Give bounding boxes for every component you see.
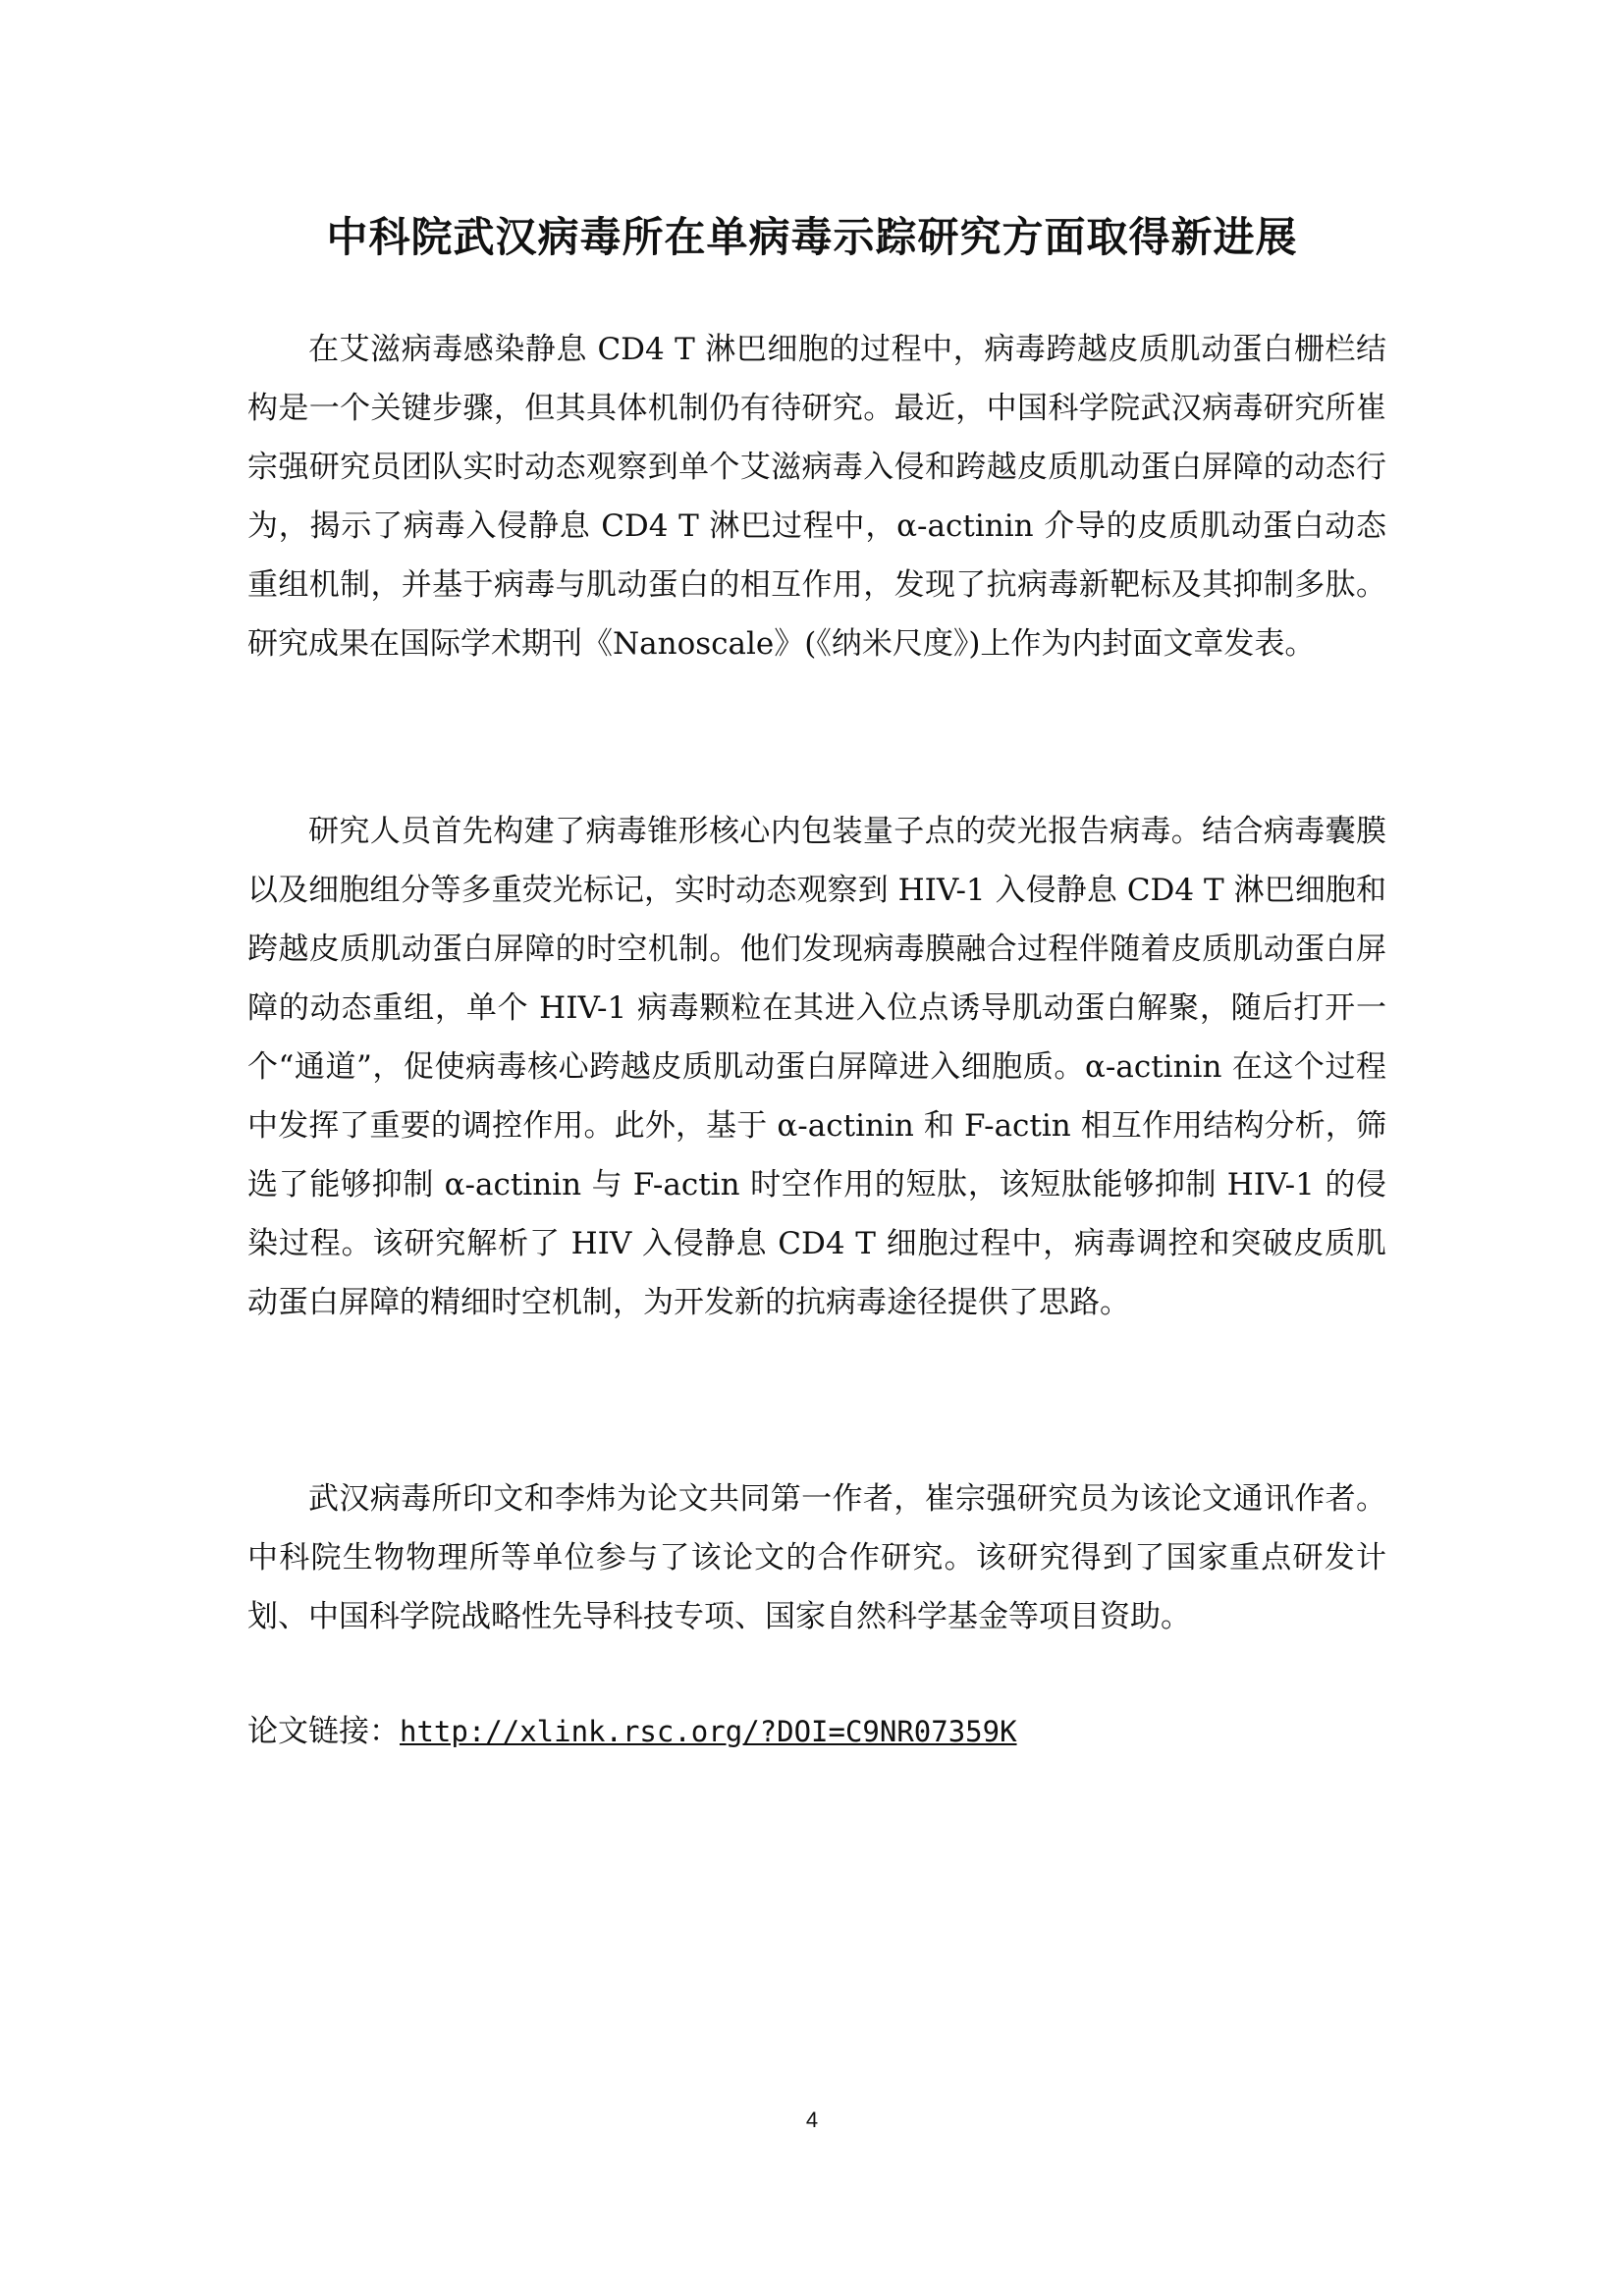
page-title: 中科院武汉病毒所在单病毒示踪研究方面取得新进展 — [326, 213, 1298, 261]
paper-link-label: 论文链接： — [247, 1714, 400, 1749]
paragraph-research-method: 研究人员首先构建了病毒锥形核心内包装量子点的荧光报告病毒。结合病毒囊膜以及细胞组分等多重荧光标记，实时动态观察到 HIV-1 入侵静息 CD4 T 淋巴细胞和跨越皮质肌动蛋白屏障的时空机制。他们发现病毒膜融合过程伴随着皮质肌动蛋白屏障的动态重组，单个 HIV-1 病毒颗粒在其进入位点诱导肌动蛋白解聚，随后打开一个“通道”，促使病毒核心跨越皮质肌动蛋白屏障进入细胞质。α-actinin 在这个过程中发挥了重要的调控作用。此外，基于 α-actinin 和 F-actin 相互作用结构分析，筛选了能够抑制 α-actinin 与 F-actin 时空作用的短肽，该短肽能够抑制 HIV-1 的侵染过程。该研究解析了 HIV 入侵静息 CD4 T 细胞过程中，病毒调控和突破皮质肌动蛋白屏障的精细时空机制，为开发新的抗病毒途径提供了思路。 — [247, 814, 1386, 1320]
paragraph-authors-funding: 武汉病毒所印文和李炜为论文共同第一作者，崔宗强研究员为该论文通讯作者。中科院生物物理所等单位参与了该论文的合作研究。该研究得到了国家重点研发计划、中国科学院战略性先导科技专项、国家自然科学基金等项目资助。 — [247, 1481, 1386, 1634]
paper-link[interactable]: http://xlink.rsc.org/?DOI=C9NR07359K — [400, 1715, 1017, 1748]
paragraph-intro: 在艾滋病毒感染静息 CD4 T 淋巴细胞的过程中，病毒跨越皮质肌动蛋白栅栏结构是一个关键步骤，但其具体机制仍有待研究。最近，中国科学院武汉病毒研究所崔宗强研究员团队实时动态观察到单个艾滋病毒入侵和跨越皮质肌动蛋白屏障的动态行为，揭示了病毒入侵静息 CD4 T 淋巴过程中，α-actinin 介导的皮质肌动蛋白动态重组机制，并基于病毒与肌动蛋白的相互作用，发现了抗病毒新靶标及其抑制多肽。研究成果在国际学术期刊《Nanoscale》(《纳米尺度》)上作为内封面文章发表。 — [247, 332, 1386, 662]
paper-link-line — [247, 1702, 1017, 1761]
page-number: 4 — [805, 2108, 819, 2132]
